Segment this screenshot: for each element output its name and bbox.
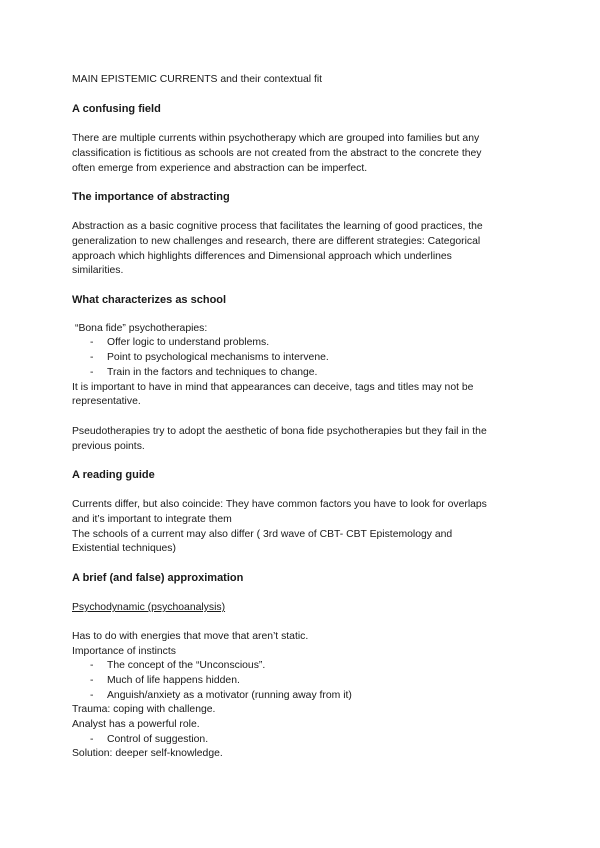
paragraph-line: similarities. — [72, 265, 124, 276]
paragraph-line: Trauma: coping with challenge. — [72, 704, 216, 715]
heading-importance-of-abstracting: The importance of abstracting — [72, 191, 230, 203]
paragraph-line: The schools of a current may also differ ( 3rd wave of CBT- CBT Epistemology and — [72, 529, 453, 540]
paragraph-line: classification is fictitious as schools are not created from the abstract to the concrete they — [72, 148, 482, 159]
paragraph-line: There are multiple currents within psychotherapy which are grouped into families but any — [72, 133, 480, 144]
list-item: Offer logic to understand problems. — [107, 337, 270, 348]
paragraph-line: Existential techniques) — [72, 543, 176, 554]
paragraph-line: Abstraction as a basic cognitive process that facilitates the learning of good practices, the — [72, 221, 483, 232]
list-item: Anguish/anxiety as a motivator (running away from it) — [107, 690, 352, 701]
list-item: Control of suggestion. — [107, 734, 209, 745]
heading-what-characterizes-school: What characterizes as school — [72, 294, 227, 306]
list-item: Much of life happens hidden. — [107, 675, 240, 686]
bullet-marker: - — [90, 352, 94, 363]
paragraph-line: generalization to new challenges and research, there are different strategies: Categorical — [72, 236, 481, 247]
paragraph-line: representative. — [72, 396, 141, 407]
paragraph-line: Importance of instincts — [72, 646, 176, 657]
bona-fide-intro: “Bona fide” psychotherapies: — [75, 323, 208, 334]
paragraph-line: approach which highlights differences and Dimensional approach which underlines — [72, 251, 452, 262]
document-title: MAIN EPISTEMIC CURRENTS and their contextual fit — [72, 74, 323, 85]
bullet-marker: - — [90, 690, 94, 701]
list-item: The concept of the “Unconscious”. — [107, 660, 266, 671]
paragraph-line: Solution: deeper self-knowledge. — [72, 748, 223, 759]
bullet-marker: - — [90, 675, 94, 686]
paragraph-line: It is important to have in mind that appearances can deceive, tags and titles may not be — [72, 382, 474, 393]
bullet-marker: - — [90, 337, 94, 348]
bullet-marker: - — [90, 660, 94, 671]
paragraph-line: Pseudotherapies try to adopt the aesthetic of bona fide psychotherapies but they fail in the — [72, 426, 487, 437]
paragraph-line: Analyst has a powerful role. — [72, 719, 200, 730]
heading-brief-approximation: A brief (and false) approximation — [72, 572, 244, 584]
bullet-marker: - — [90, 367, 94, 378]
paragraph-line: previous points. — [72, 441, 145, 452]
list-item: Train in the factors and techniques to change. — [107, 367, 318, 378]
heading-reading-guide: A reading guide — [72, 469, 155, 481]
bullet-marker: - — [90, 734, 94, 745]
paragraph-line: Currents differ, but also coincide: They have common factors you have to look for overlaps — [72, 499, 487, 510]
subheading-psychodynamic: Psychodynamic (psychoanalysis) — [72, 602, 226, 613]
paragraph-line: often emerge from experience and abstraction can be imperfect. — [72, 163, 368, 174]
paragraph-line: Has to do with energies that move that aren’t static. — [72, 631, 309, 642]
paragraph-line: and it’s important to integrate them — [72, 514, 232, 525]
heading-confusing-field: A confusing field — [72, 103, 161, 115]
list-item: Point to psychological mechanisms to intervene. — [107, 352, 329, 363]
